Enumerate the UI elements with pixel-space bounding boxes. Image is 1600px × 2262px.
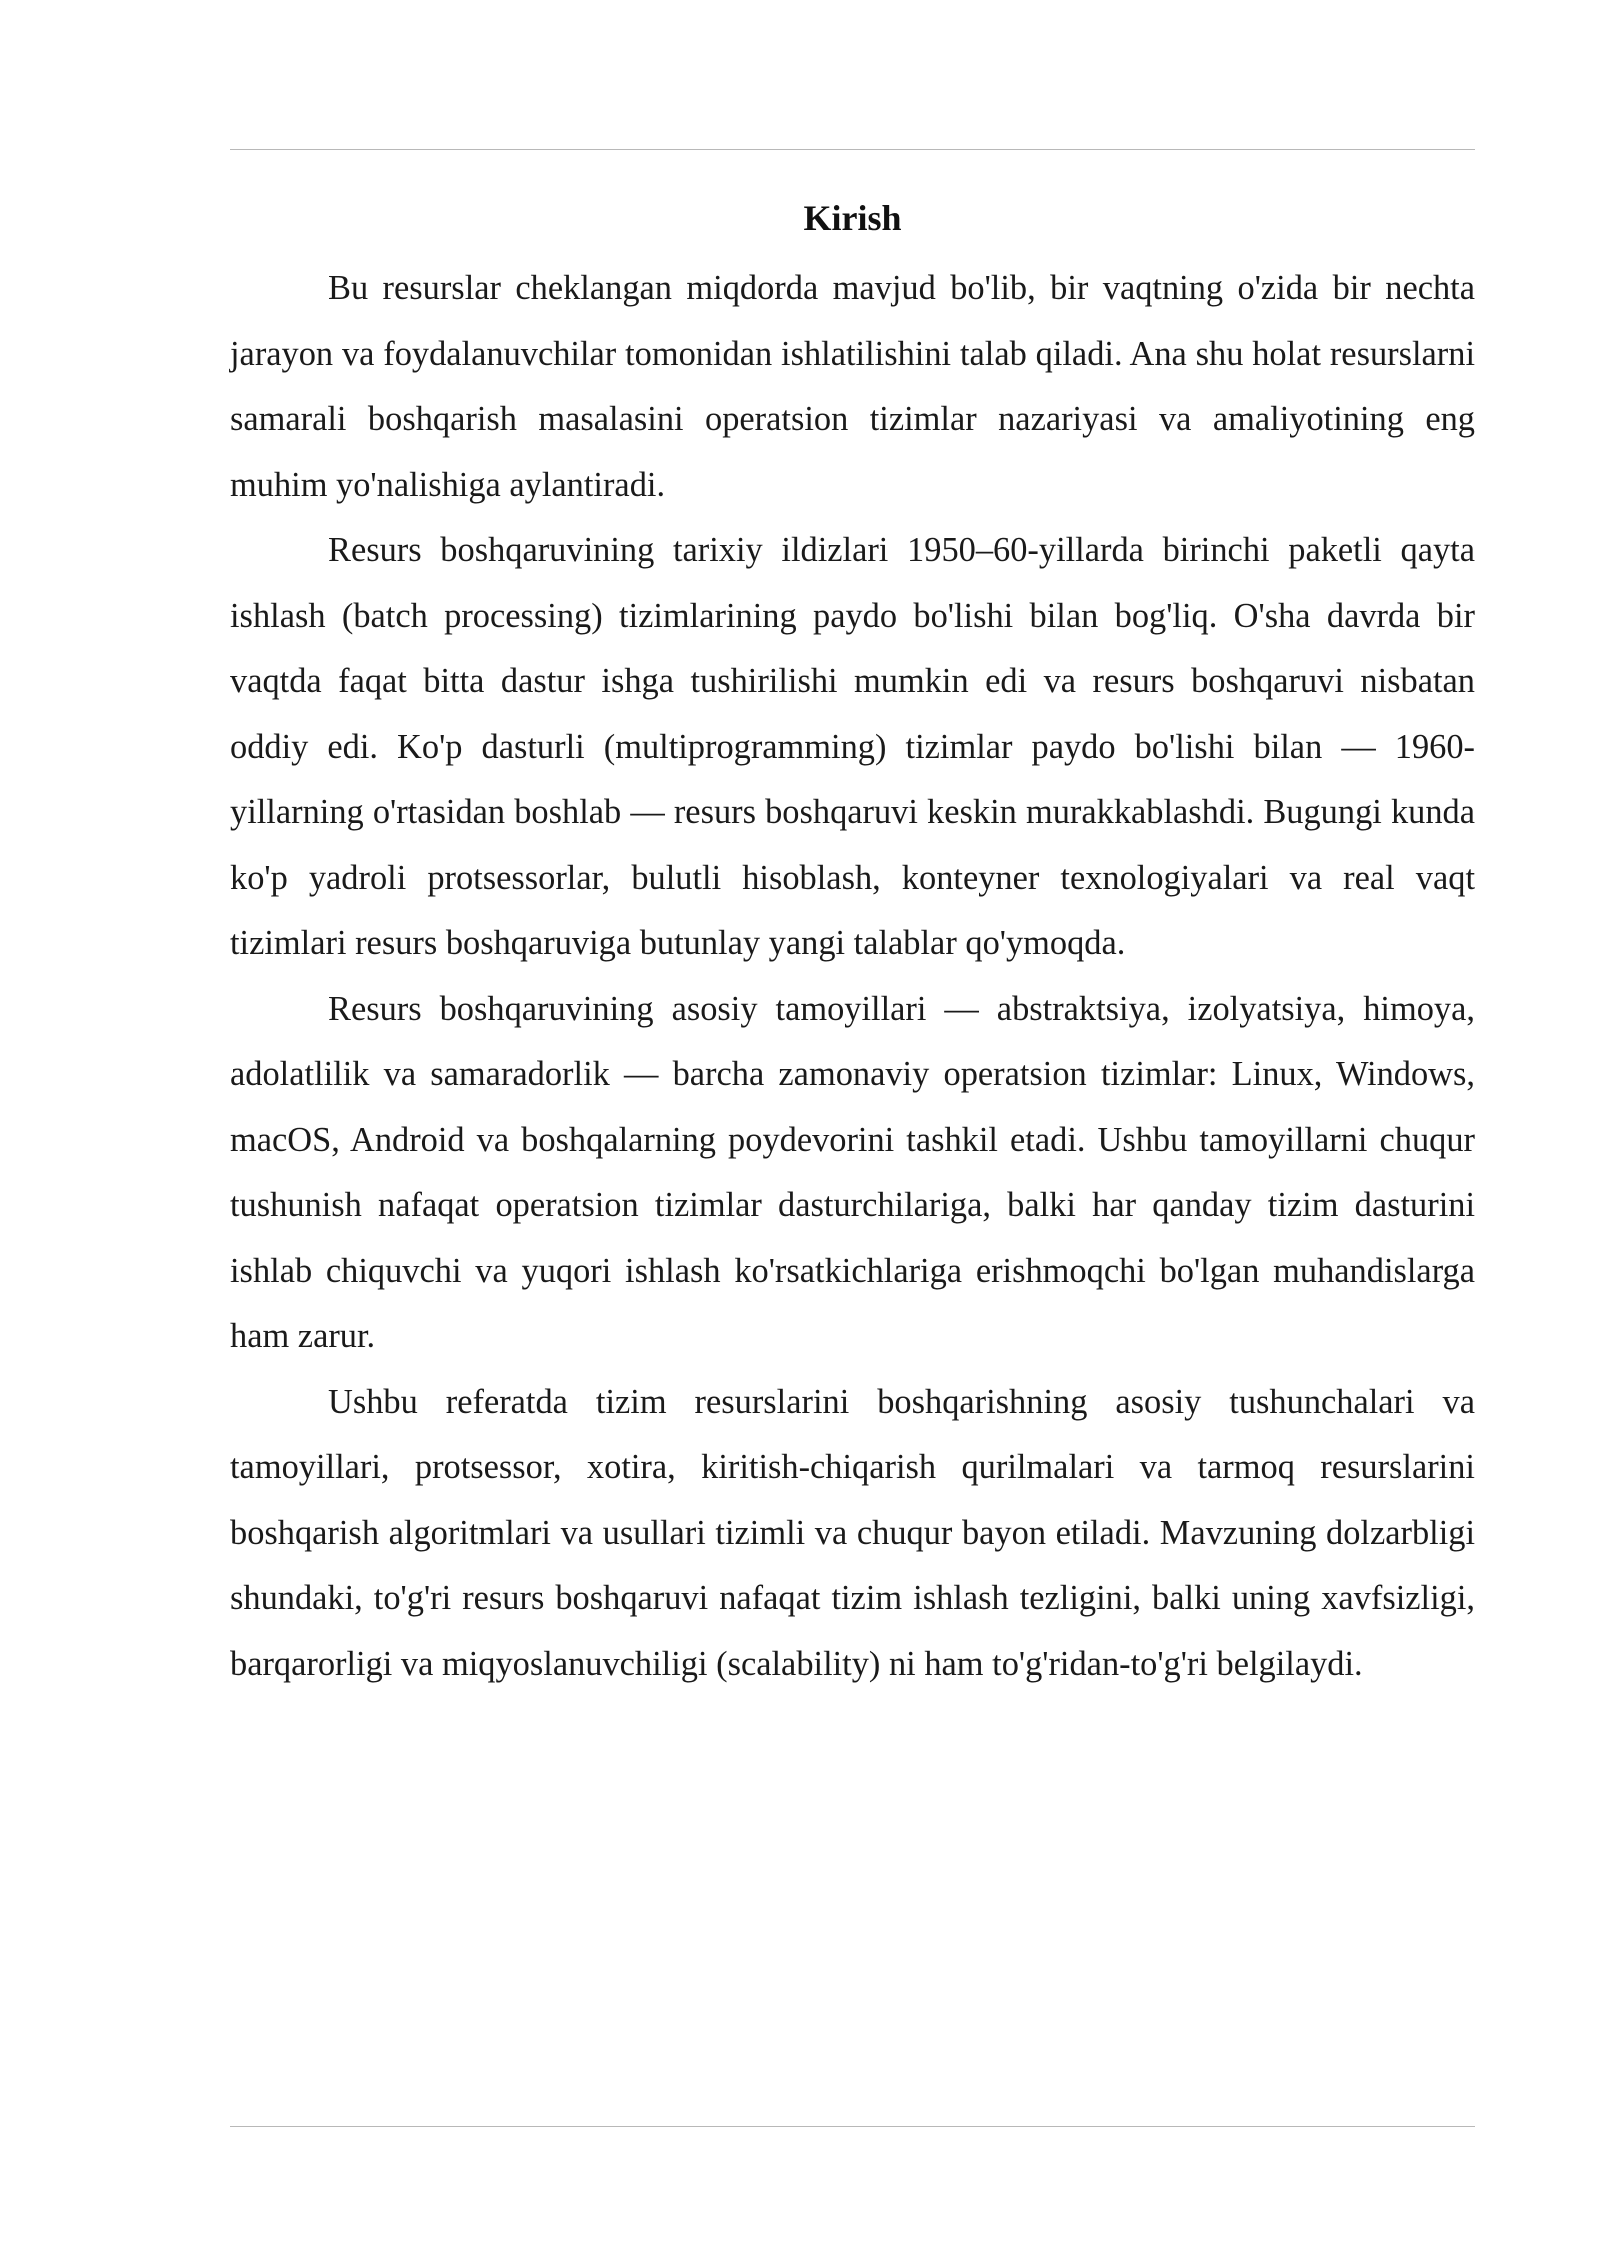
section-heading: Kirish — [803, 198, 902, 238]
paragraph-3: Resurs boshqaruvining asosiy tamoyillari — abstraktsiya, izolyatsiya, himoya, adolatlilik va samaradorlik — barcha zamonaviy operatsion tizimlar: Linux, Windows, macOS, Android va boshqalarning poydevorini tashkil etadi. Ushbu tamoyillarni chuqur tushunish nafaqat operatsion tizimlar dasturchilariga, balki har qanday tizim dasturini ishlab chiquvchi va yuqori ishlash ko'rsatkichlariga erishmoqchi bo'lgan muhandislarga ham zarur. — [230, 989, 1475, 1355]
paragraph-1: Bu resurslar cheklangan miqdorda mavjud bo'lib, bir vaqtning o'zida bir nechta jarayon va foydalanuvchilar tomonidan ishlatilishini talab qiladi. Ana shu holat resurslarni samarali boshqarish masalasini operatsion tizimlar nazariyasi va amaliyotining eng muhim yo'nalishiga aylantiradi. — [230, 269, 1475, 504]
footer-divider — [230, 2126, 1475, 2127]
header-divider — [230, 149, 1475, 150]
paragraph-2: Resurs boshqaruvining tarixiy ildizlari 1950–60-yillarda birinchi paketli qayta ishlash (batch processing) tizimlarining paydo bo'lishi bilan bog'liq. O'sha davrda bir vaqtda faqat bitta dastur ishga tushirilishi mumkin edi va resurs boshqaruvi nisbatan oddiy edi. Ko'p dasturli (multiprogramming) tizimlar paydo bo'lishi bilan — 1960-yillarning o'rtasidan boshlab — resurs boshqaruvi keskin murakkablashdi. Bugungi kunda ko'p yadroli protsessorlar, bulutli hisoblash, konteyner texnologiyalari va real vaqt tizimlari resurs boshqaruviga butunlay yangi talablar qo'ymoqda. — [230, 531, 1475, 962]
paragraph-4: Ushbu referatda tizim resurslarini boshqarishning asosiy tushunchalari va tamoyillari, protsessor, xotira, kiritish-chiqarish qurilmalari va tarmoq resurslarini boshqarish algoritmlari va usullari tizimli va chuqur bayon etiladi. Mavzuning dolzarbligi shundaki, to'g'ri resurs boshqaruvi nafaqat tizim ishlash tezligini, balki uning xavfsizligi, barqarorligi va miqyoslanuvchiligi (scalability) ni ham to'g'ridan-to'g'ri belgilaydi. — [230, 1382, 1475, 1683]
page-body — [230, 190, 1475, 1697]
